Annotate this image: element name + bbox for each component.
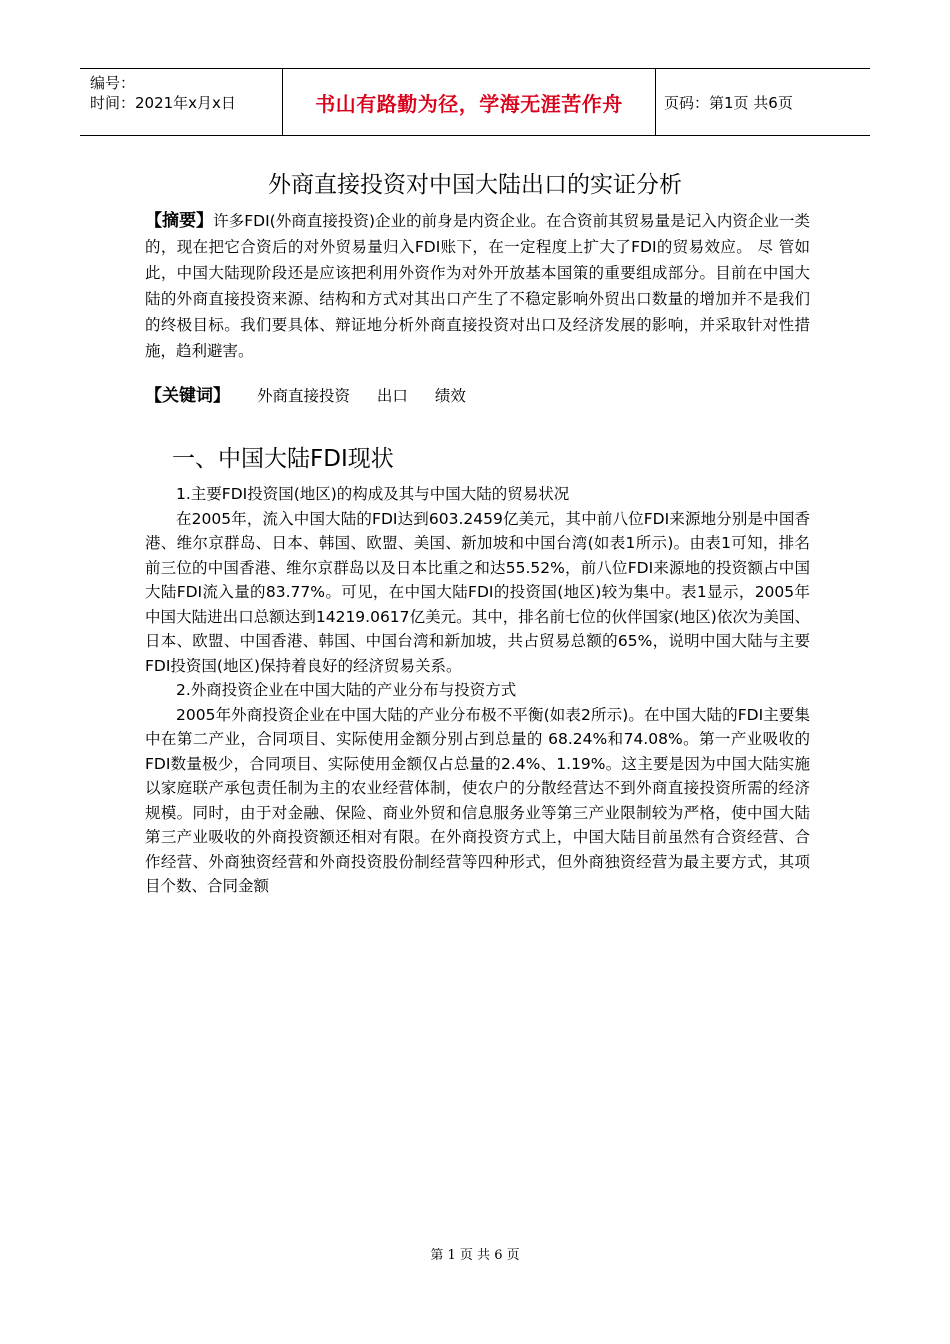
keywords-label: 【关键词】 (145, 386, 230, 406)
body-paragraph: 2005年外商投资企业在中国大陆的产业分布极不平衡(如表2所示)。在中国大陆的FDI主要集中在第二产业，合同项目、实际使用金额分别占到总量的 68.24%和74.08%。第一产业吸收的FDI数量极少，合同项目、实际使用金额仅占总量的2.4%、1.19%。这主要是因为中国大陆实施以家庭联产承包责任制为主的农业经营体制，使农户的分散经营达不到外商直接投资所需的经济规模。同时，由于对金融、保险、商业外贸和信息服务业等第三产业限制较为严格，使中国大陆第三产业吸收的外商投资额还相对有限。在外商投资方式上，中国大陆目前虽然有合资经营、合作经营、外商独资经营和外商投资股份制经营等四种形式，但外商独资经营为最主要方式，其项目个数、合同金额 (145, 705, 810, 895)
abstract-text: 许多FDI(外商直接投资)企业的前身是内资企业。在合资前其贸易量是记入内资企业一类的，现在把它合资后的对外贸易量归入FDI账下，在一定程度上扩大了FDI的贸易效应。 尽 管如此，中国大陆现阶段还是应该把利用外资作为对外开放基本国策的重要组成部分。目前在中国大陆的外商直接投资来源、结构和方式对其出口产生了不稳定影响外贸出口数量的增加并不是我们的终极目标。我们要具体、辩证地分析外商直接投资对出口及经济发展的影响，并采取针对性措施，趋利避害。 (145, 212, 811, 360)
keywords-block (145, 383, 810, 409)
keyword-item: 出口 (376, 387, 408, 405)
body-paragraph: 在2005年，流入中国大陆的FDI达到603.2459亿美元，其中前八位FDI来源地分别是中国香港、维尔京群岛、日本、韩国、欧盟、美国、新加坡和中国台湾(如表1所示)。由表1可知，排名前三位的中国香港、维尔京群岛以及日本比重之和达55.52%，前八位FDI来源地的投资额占中国大陆FDI流入量的83.77%。可见，在中国大陆FDI的投资国(地区)较为集中。表1显示，2005年中国大陆进出口总额达到14219.0617亿美元。其中，排名前七位的伙伴国家(地区)依次为美国、日本、欧盟、中国香港、韩国、中国台湾和新加坡，共占贸易总额的65%，说明中国大陆与主要FDI投资国(地区)保持着良好的经济贸易关系。 (145, 509, 810, 675)
keyword-item: 绩效 (434, 387, 466, 405)
body-text (145, 482, 810, 899)
document-number-label: 编号： (90, 74, 136, 92)
section-heading: 一、中国大陆FDI现状 (172, 446, 394, 472)
page-footer: 第 1 页 共 6 页 (430, 1248, 520, 1263)
subsection-heading: 1.主要FDI投资国(地区)的构成及其与中国大陆的贸易状况 (176, 485, 570, 503)
subsection-heading: 2.外商投资企业在中国大陆的产业分布与投资方式 (176, 681, 517, 699)
header-motto: 书山有路勤为径，学海无涯苦作舟 (282, 69, 656, 135)
document-title: 外商直接投资对中国大陆出口的实证分析 (268, 172, 682, 198)
keyword-item: 外商直接投资 (256, 387, 350, 405)
header-table (80, 68, 870, 136)
header-meta-cell (80, 69, 282, 135)
abstract-label: 【摘要】 (145, 211, 214, 231)
abstract-block (145, 208, 810, 364)
document-time-label: 时间：2021年x月x日 (90, 94, 236, 112)
header-page-info: 页码：第1页 共6页 (664, 93, 793, 112)
